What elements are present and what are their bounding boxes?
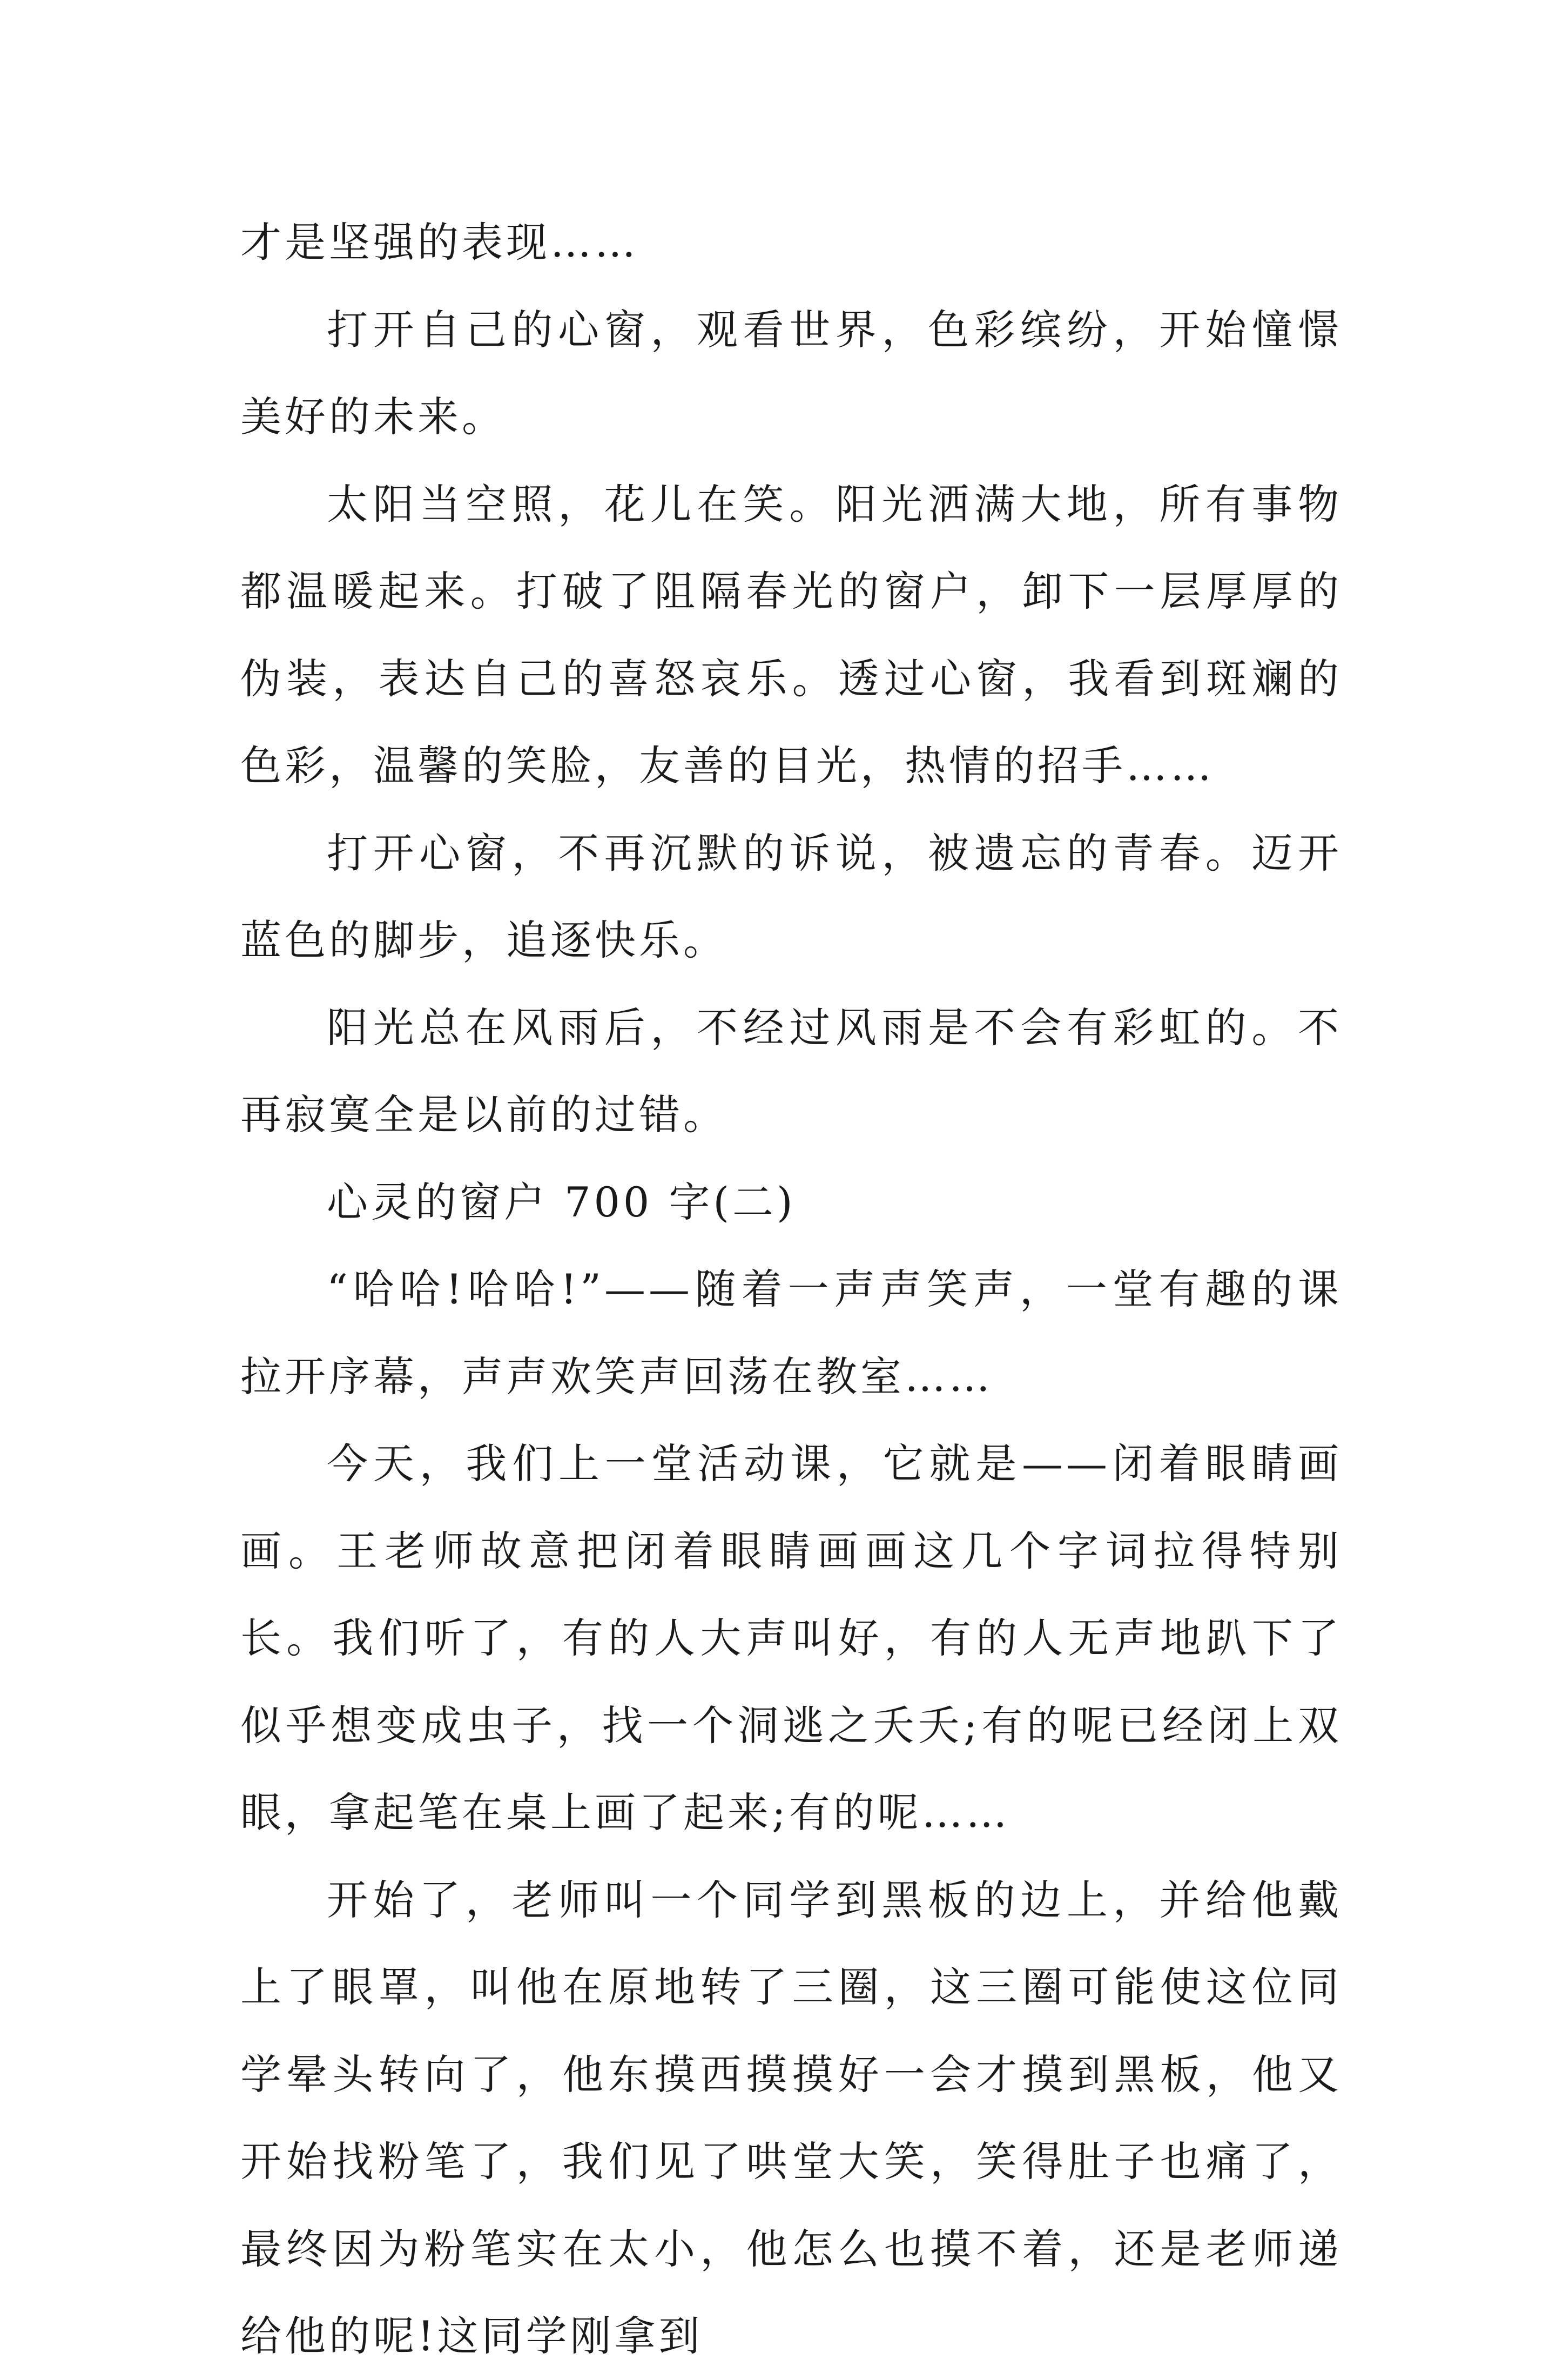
paragraph-6: “哈哈!哈哈!”——随着一声声笑声，一堂有趣的课拉开序幕，声声欢笑声回荡在教室…… xyxy=(240,1265,1342,1401)
paragraph-1: 才是坚强的表现…… xyxy=(240,218,639,266)
section-heading: 心灵的窗户 700 字(二) xyxy=(327,1178,796,1226)
paragraph-4: 打开心窗，不再沉默的诉说，被遗忘的青春。迈开蓝色的脚步，追逐快乐。 xyxy=(240,829,1342,964)
paragraph-5: 阳光总在风雨后，不经过风雨是不会有彩虹的。不再寂寞全是以前的过错。 xyxy=(240,1003,1342,1139)
document-body xyxy=(240,199,1342,2380)
paragraph-3: 太阳当空照，花儿在笑。阳光洒满大地，所有事物都温暖起来。打破了阻隔春光的窗户，卸下一层厚厚的伪装，表达自己的喜怒哀乐。透过心窗，我看到斑斓的色彩，温馨的笑脸，友善的目光，热情的招手…… xyxy=(240,480,1342,790)
paragraph-7: 今天，我们上一堂活动课，它就是——闭着眼睛画画。王老师故意把闭着眼睛画画这几个字词拉得特别长。我们听了，有的人大声叫好，有的人无声地趴下了似乎想变成虫子，找一个洞逃之夭夭;有的呢已经闭上双眼，拿起笔在桌上画了起来;有的呢…… xyxy=(240,1440,1342,1837)
paragraph-8: 开始了，老师叫一个同学到黑板的边上，并给他戴上了眼罩，叫他在原地转了三圈，这三圈可能使这位同学晕头转向了，他东摸西摸摸好一会才摸到黑板，他又开始找粉笔了，我们见了哄堂大笑，笑得肚子也痛了，最终因为粉笔实在太小，他怎么也摸不着，还是老师递给他的呢!这同学刚拿到 xyxy=(240,1875,1342,2360)
paragraph-2: 打开自己的心窗，观看世界，色彩缤纷，开始憧憬美好的未来。 xyxy=(240,305,1342,441)
